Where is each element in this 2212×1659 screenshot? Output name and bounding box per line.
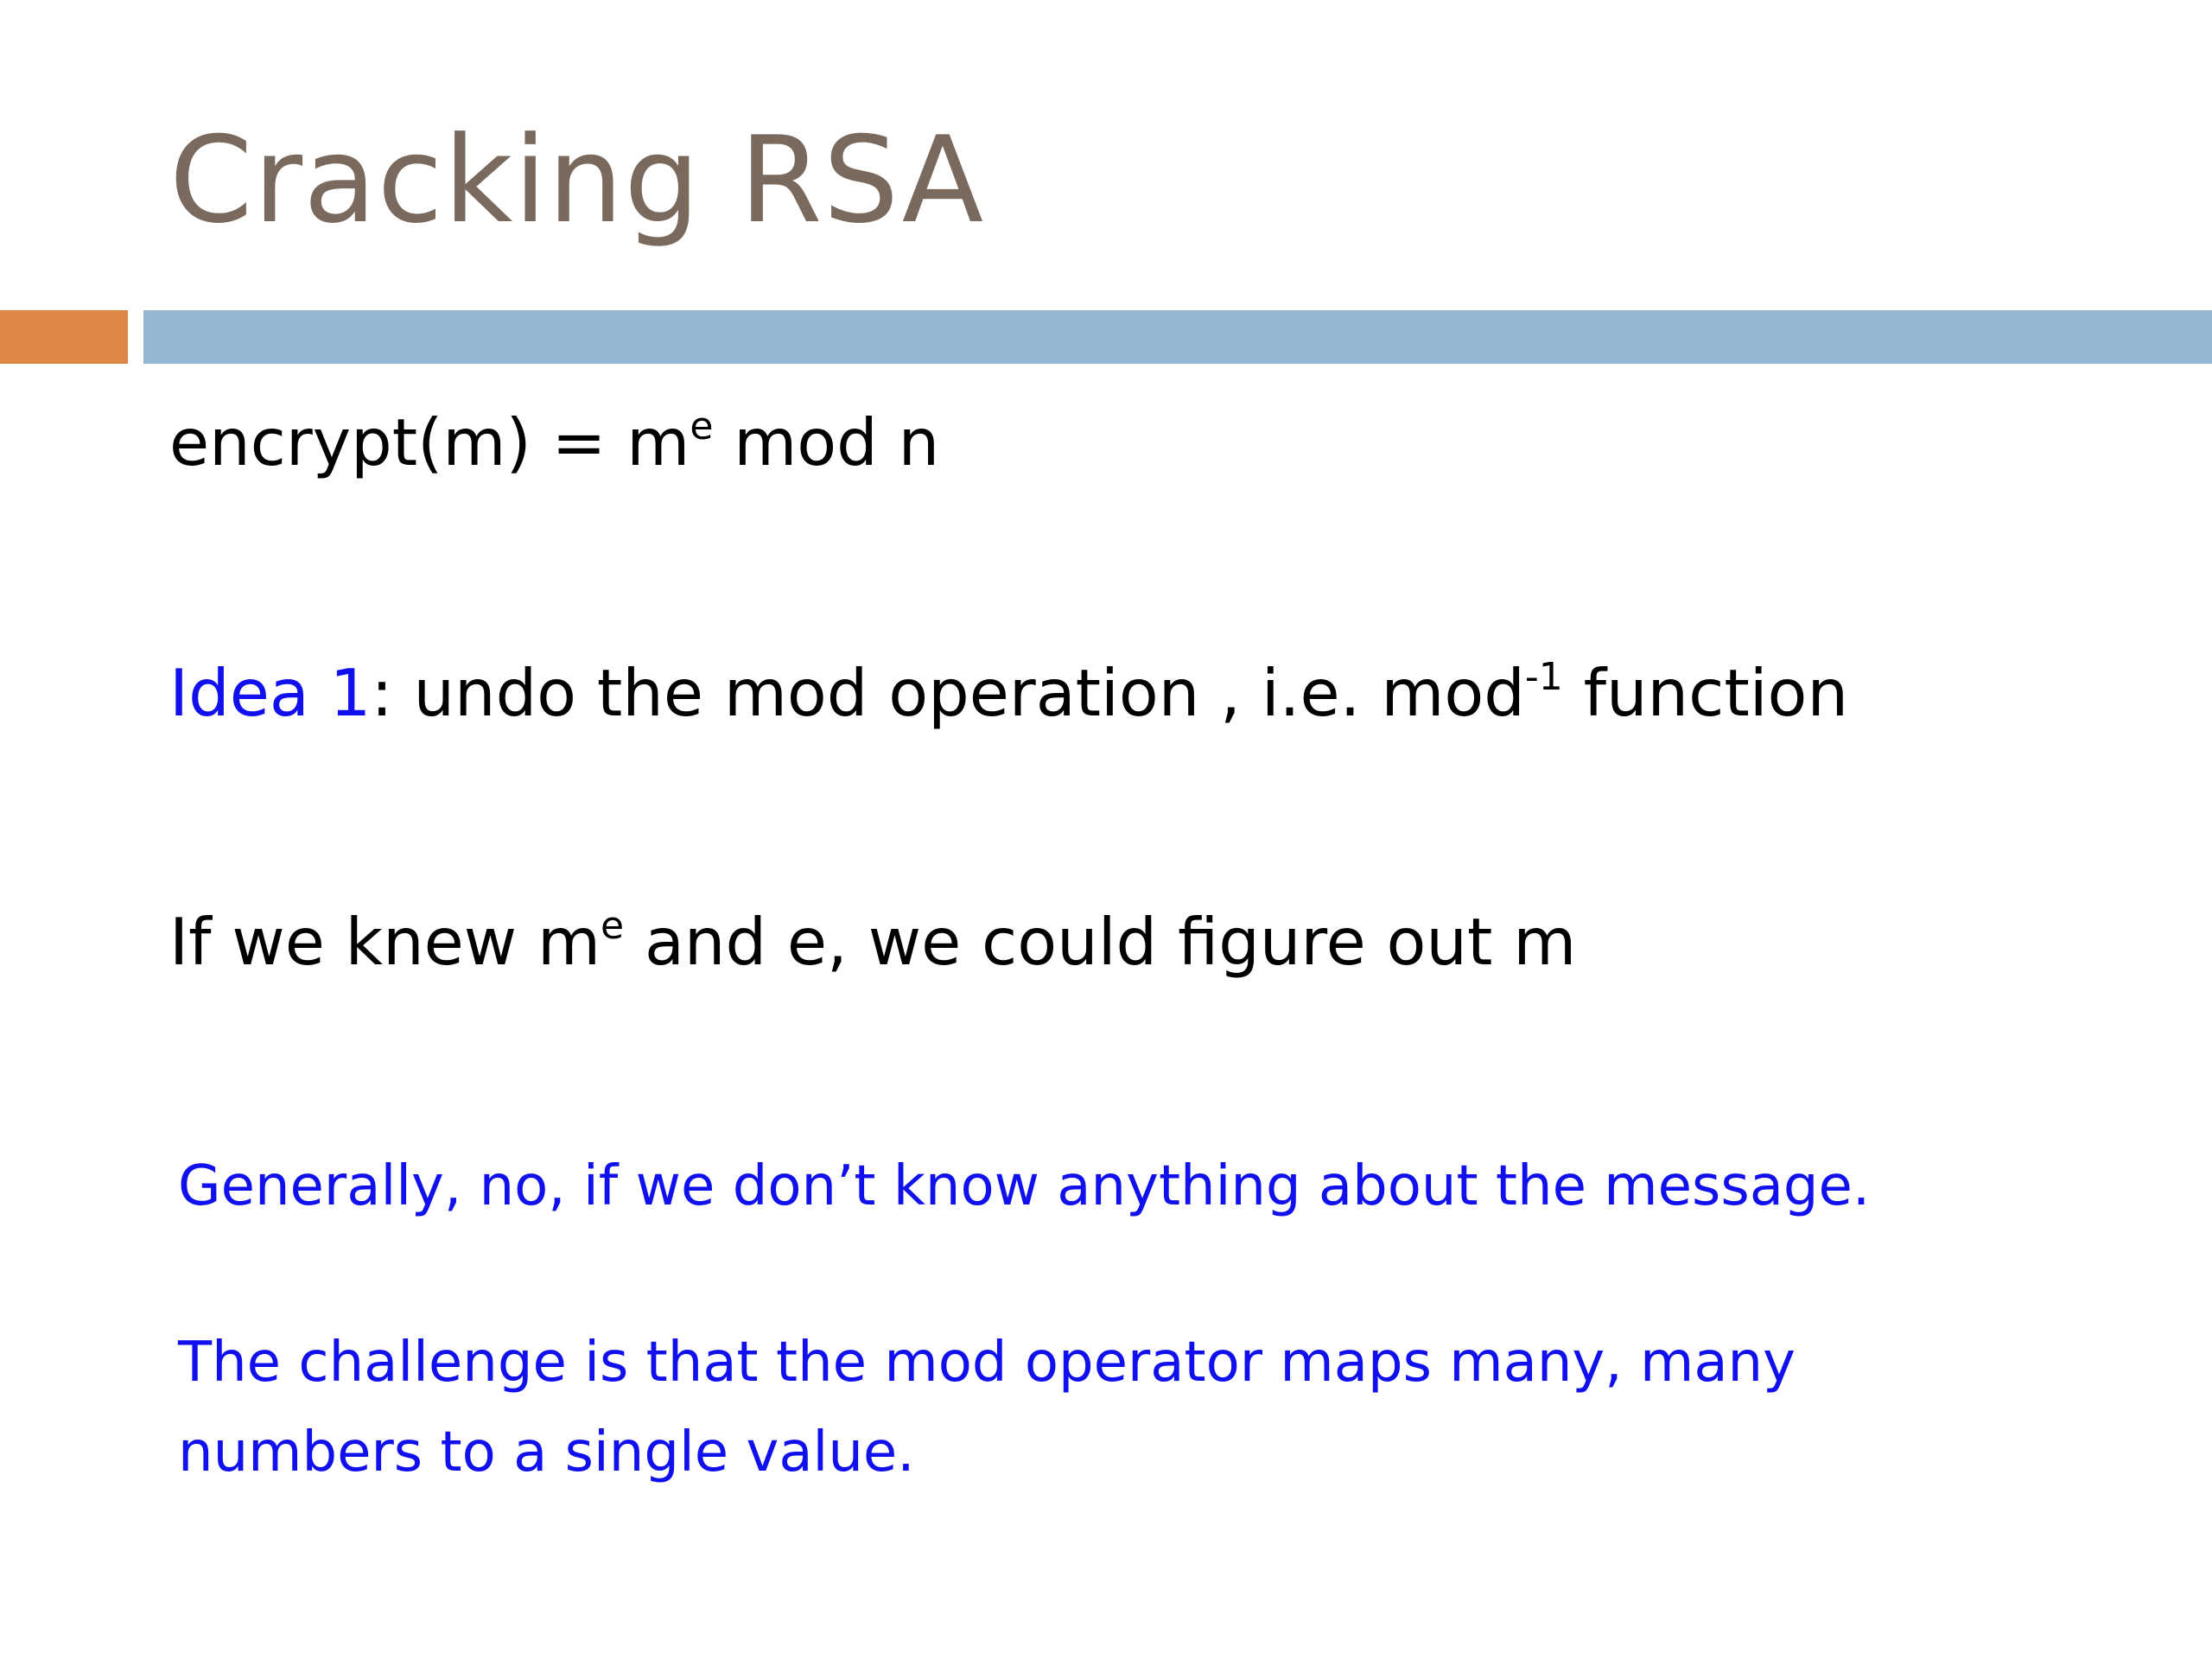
idea-superscript: -1	[1524, 655, 1563, 699]
answer-generally: Generally, no, if we don’t know anything about the message.	[178, 1154, 1871, 1218]
formula-rhs: mod n	[713, 404, 940, 480]
knew-line	[169, 904, 1576, 980]
slide-title: Cracking RSA	[169, 111, 985, 250]
idea-label: Idea 1	[169, 655, 372, 731]
answer-challenge-line1: The challenge is that the mod operator maps many, many	[178, 1331, 1796, 1395]
formula-lhs: encrypt(m) = m	[169, 404, 690, 480]
formula-exponent: e	[690, 404, 714, 448]
idea-text-before: : undo the mod operation , i.e. mod	[371, 655, 1525, 731]
knew-after: and e, we could figure out m	[624, 904, 1577, 980]
knew-before: If we knew m	[169, 904, 601, 980]
idea-line	[169, 655, 1848, 731]
idea-text-after: function	[1562, 655, 1848, 731]
formula-line	[169, 404, 939, 480]
knew-exponent: e	[601, 904, 625, 948]
accent-bar-orange	[0, 310, 128, 364]
accent-bar-blue	[143, 310, 2212, 364]
answer-challenge-line2: numbers to a single value.	[178, 1421, 915, 1484]
